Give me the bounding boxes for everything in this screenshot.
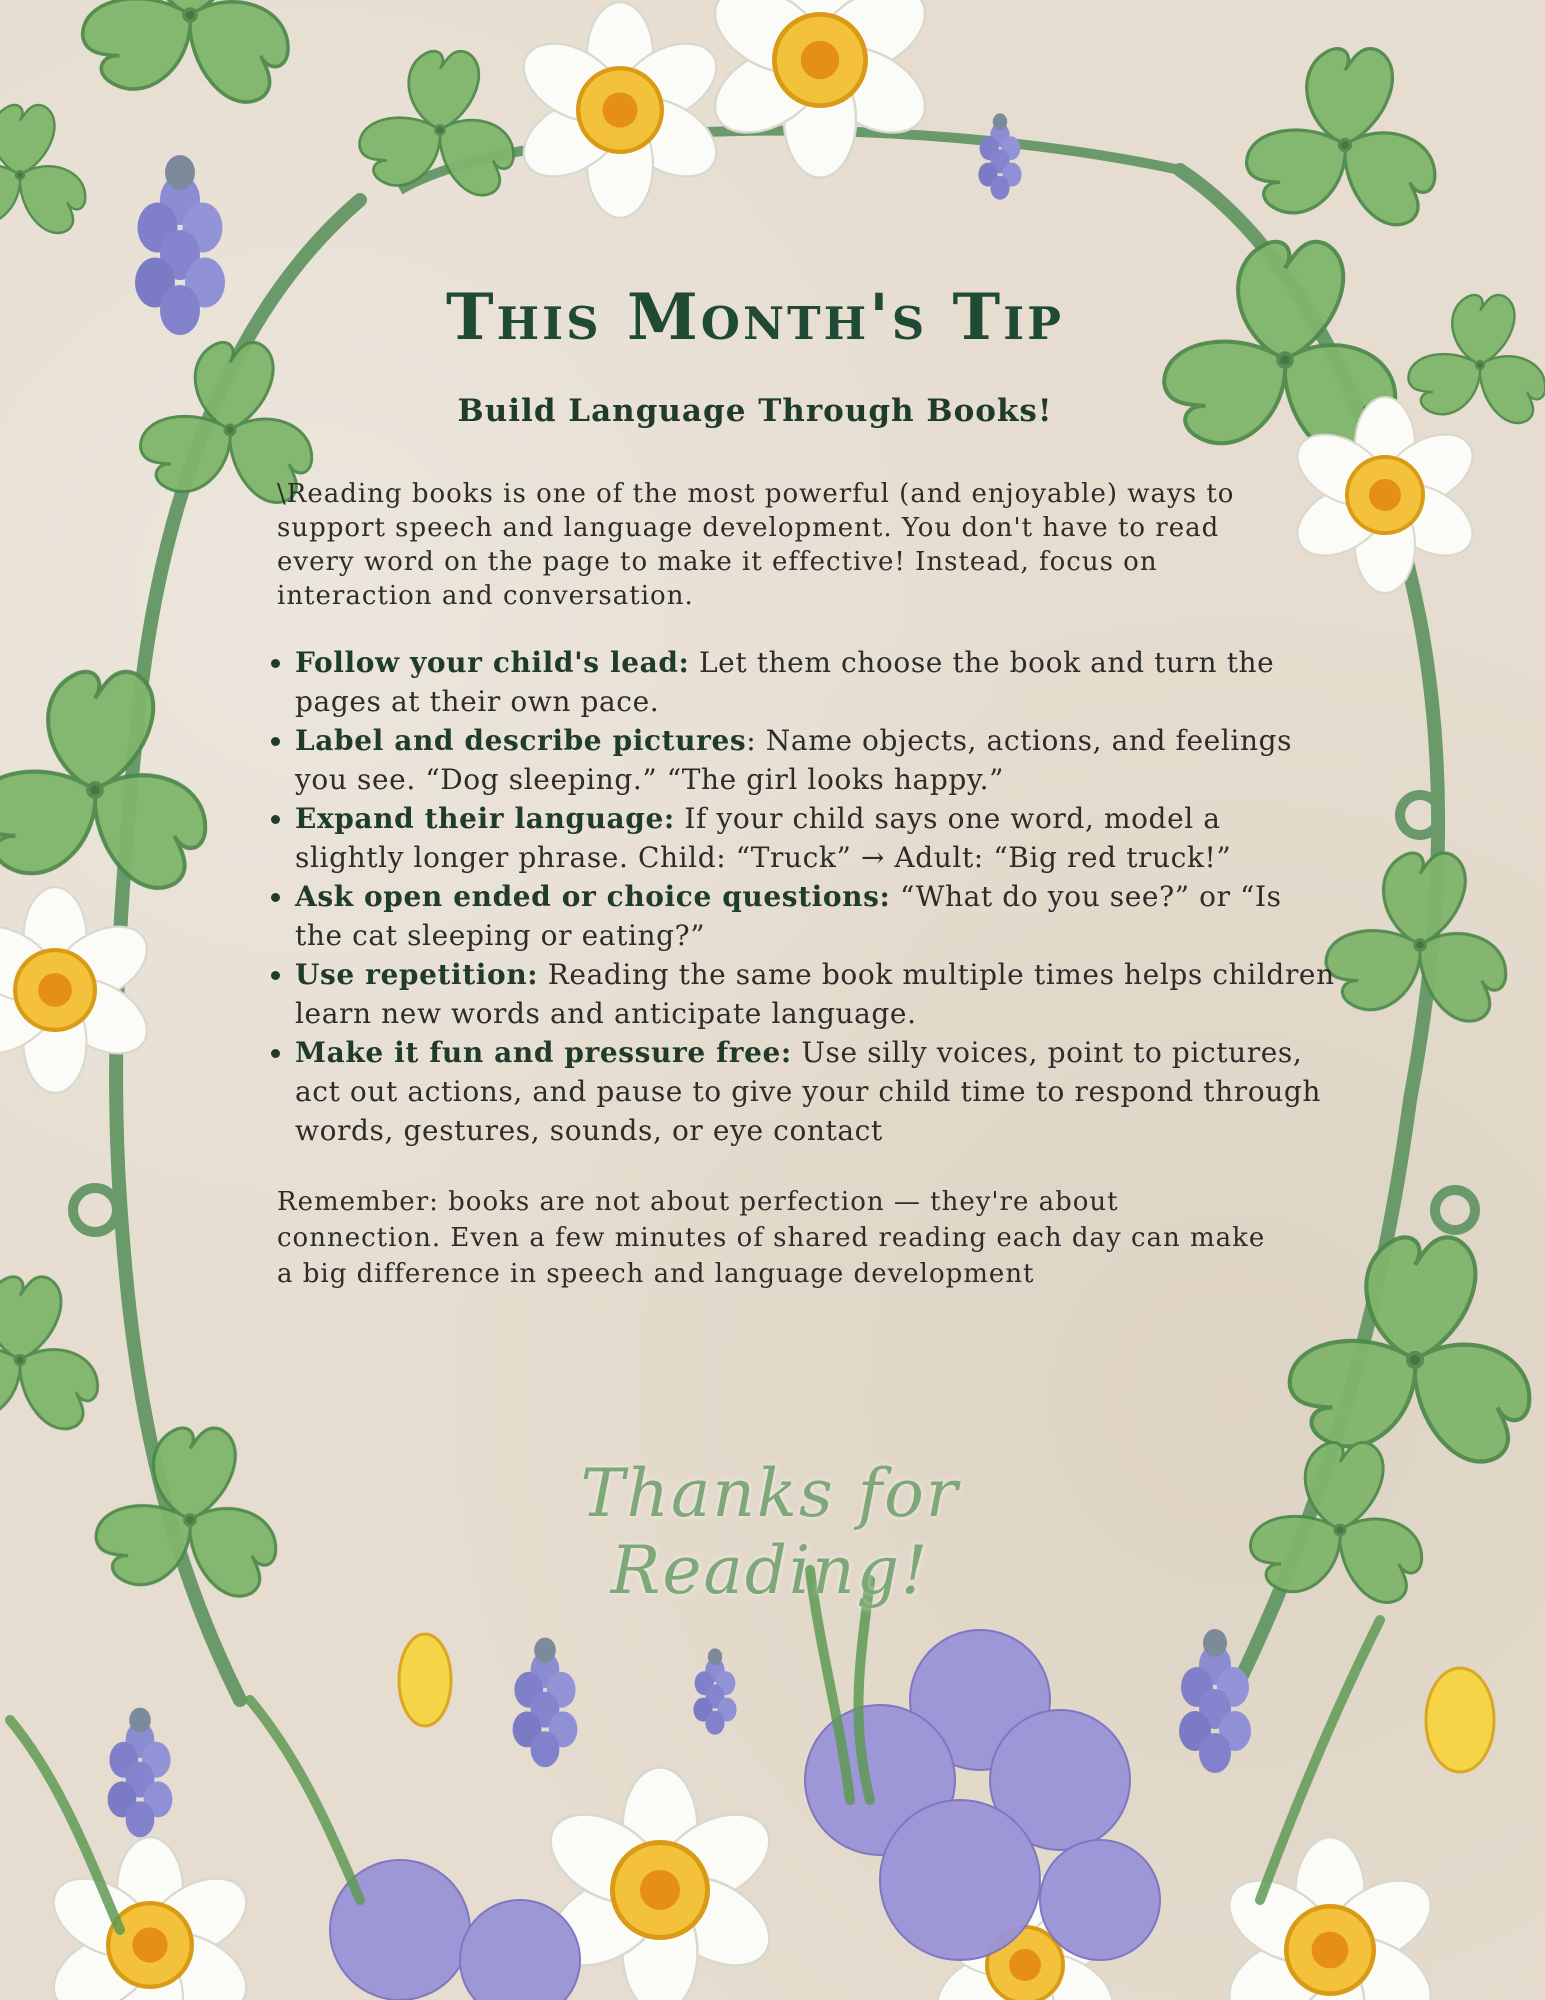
page-title: This Month's Tip <box>445 280 1065 355</box>
tip-label: Label and describe pictures <box>295 724 747 757</box>
tip-content <box>275 280 1335 1292</box>
tip-label: Follow your child's lead: <box>295 646 690 679</box>
list-item <box>295 799 1335 877</box>
tip-text: Reading the same book multiple times helps children learn new words and anticipate language. <box>295 958 1335 1030</box>
list-item <box>295 877 1335 955</box>
tip-text: “What do you see?” or “Is the cat sleeping or eating?” <box>295 880 1282 952</box>
tip-text: : Name objects, actions, and feelings you see. “Dog sleeping.” “The girl looks happy.” <box>295 724 1293 796</box>
list-item <box>295 721 1335 799</box>
tip-text: If your child says one word, model a slightly longer phrase. Child: “Truck” → Adult: “Big red truck!” <box>295 802 1232 874</box>
tip-subtitle: Build Language Through Books! <box>457 393 1053 429</box>
tip-text: Use silly voices, point to pictures, act out actions, and pause to give your child time to respond through words, gestures, sounds, or eye contact <box>295 1036 1321 1147</box>
list-item <box>295 1033 1335 1150</box>
closing-paragraph: Remember: books are not about perfection — they're about connection. Even a few minutes of shared reading each day can make a big difference in speech and language development <box>277 1187 1266 1289</box>
list-item <box>295 643 1335 721</box>
tip-label: Ask open ended or choice questions: <box>295 880 891 913</box>
tip-label: Make it fun and pressure free: <box>295 1036 792 1069</box>
tips-list <box>275 643 1335 1150</box>
tip-label: Use repetition: <box>295 958 539 991</box>
intro-paragraph: \Reading books is one of the most powerful (and enjoyable) ways to support speech and language development. You don't have to read every word on the page to make it effective! Instead, focus on interaction and conversation. <box>277 479 1235 611</box>
tip-text: Let them choose the book and turn the pages at their own pace. <box>295 646 1275 718</box>
list-item <box>295 955 1335 1033</box>
tip-label: Expand their language: <box>295 802 675 835</box>
signoff-text: Thanks for Reading! <box>580 1455 960 1609</box>
